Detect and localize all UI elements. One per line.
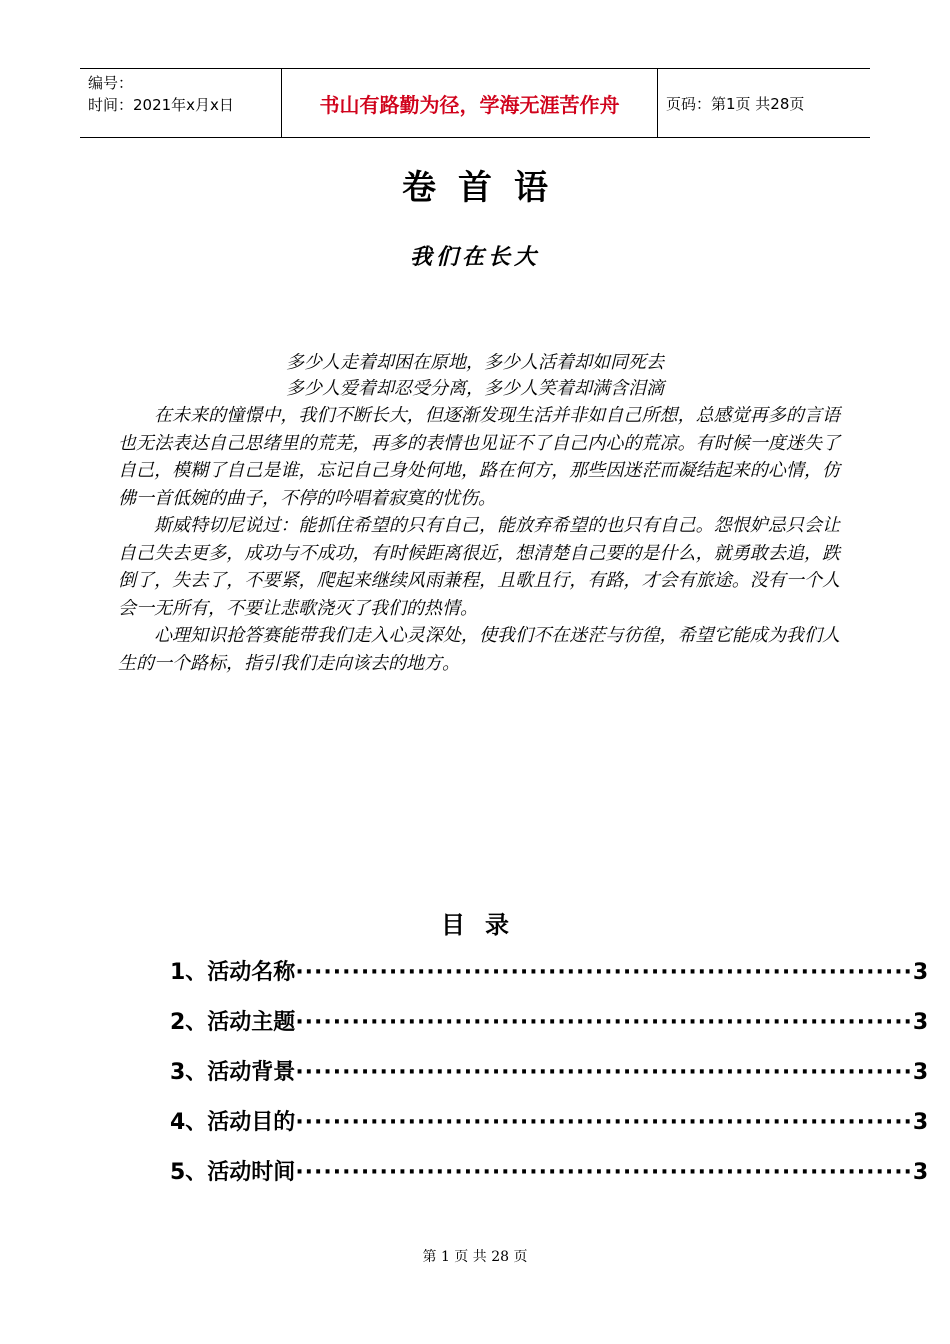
poem	[0, 350, 950, 402]
toc-item-label: 1、活动名称	[170, 960, 296, 985]
toc-item-page: 3	[912, 1160, 929, 1185]
poem-line-2: 多少人爱着却忍受分离，多少人笑着却满含泪滴	[286, 378, 664, 399]
toc-item-label: 5、活动时间	[170, 1160, 296, 1185]
page-title: 卷首语	[402, 168, 570, 208]
header-meta	[80, 69, 282, 137]
number-label: 编号：	[88, 74, 134, 92]
poem-line-1: 多少人走着却困在原地，多少人活着却如同死去	[286, 352, 664, 373]
toc-leader-dots: ··································································	[295, 1160, 913, 1185]
header-motto-cell	[282, 69, 658, 137]
toc-item[interactable]	[170, 1005, 929, 1055]
body-text	[118, 402, 840, 677]
toc-item[interactable]	[170, 1055, 929, 1105]
toc-leader-dots: ··································································	[295, 960, 913, 985]
page-footer: 第 1 页 共 28 页	[422, 1249, 528, 1265]
toc-item-page: 3	[912, 960, 929, 985]
time-label: 时间：2021年x月x日	[88, 96, 234, 114]
toc-item-page: 3	[912, 1060, 929, 1085]
paragraph-1: 在未来的憧憬中，我们不断长大，但逐渐发现生活并非如自己所想，总感觉再多的言语也无法表达自己思绪里的荒芜，再多的表情也见证不了自己内心的荒凉。有时候一度迷失了自己，模糊了自己是谁，忘记自己身处何地，路在何方，那些因迷茫而凝结起来的心情，仿佛一首低婉的曲子，不停的吟唱着寂寞的忧伤。	[118, 405, 840, 509]
toc-item-label: 2、活动主题	[170, 1010, 296, 1035]
toc-item-page: 3	[912, 1110, 929, 1135]
header-motto: 书山有路勤为径，学海无涯苦作舟	[319, 92, 620, 117]
toc-leader-dots: ··································································	[295, 1060, 913, 1085]
toc-item[interactable]	[170, 955, 929, 1005]
paragraph-2: 斯威特切尼说过：能抓住希望的只有自己，能放弃希望的也只有自己。怨恨妒忌只会让自己失去更多，成功与不成功，有时候距离很近，想清楚自己要的是什么，就勇敢去追，跌倒了，失去了，不要紧，爬起来继续风雨兼程，且歌且行，有路，才会有旅途。没有一个人会一无所有，不要让悲歌浇灭了我们的热情。	[118, 515, 840, 619]
toc-item-page: 3	[912, 1010, 929, 1035]
toc-title: 目录	[441, 910, 529, 939]
toc-item-label: 4、活动目的	[170, 1110, 296, 1135]
toc-item-label: 3、活动背景	[170, 1060, 296, 1085]
toc-leader-dots: ··································································	[295, 1010, 913, 1035]
toc-item[interactable]	[170, 1155, 929, 1205]
document-header	[80, 68, 870, 138]
paragraph-3: 心理知识抢答赛能带我们走入心灵深处，使我们不在迷茫与彷徨，希望它能成为我们人生的一个路标，指引我们走向该去的地方。	[118, 625, 840, 674]
header-page-info: 页码：第1页 共28页	[666, 94, 805, 113]
page-subtitle: 我们在长大	[409, 244, 540, 270]
toc-item[interactable]	[170, 1105, 929, 1155]
table-of-contents	[170, 955, 929, 1205]
toc-leader-dots: ··································································	[295, 1110, 913, 1135]
